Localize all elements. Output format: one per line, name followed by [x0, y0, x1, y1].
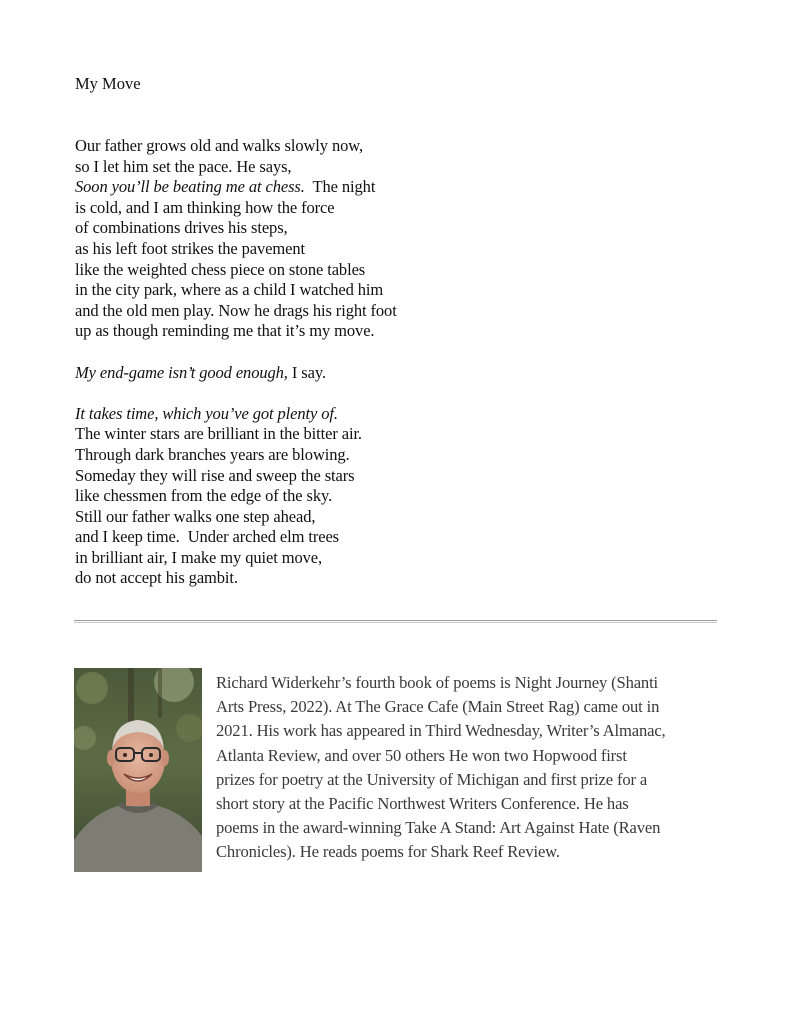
section-divider	[74, 620, 717, 623]
author-bio	[216, 671, 721, 865]
poem-line: Someday they will rise and sweep the stars	[75, 465, 355, 485]
poem-title: My Move	[75, 74, 141, 93]
poem-body	[75, 136, 397, 589]
italic-speech: It takes time, which you’ve got plenty of.	[75, 403, 338, 423]
poem-line	[75, 404, 397, 425]
poem-line: in brilliant air, I make my quiet move,	[75, 547, 323, 567]
line-continuation: I say.	[287, 362, 326, 382]
stanza-gap	[75, 383, 397, 404]
bio-line: Atlanta Review, and over 50 others He won two Hopwood first	[216, 745, 627, 765]
bio-line: Chronicles). He reads poems for Shark Reef Review.	[216, 842, 560, 862]
author-photo	[74, 668, 202, 872]
poem-line: as his left foot strikes the pavement	[75, 238, 305, 258]
poem-line: Our father grows old and walks slowly now,	[75, 136, 364, 155]
stanza-1	[75, 136, 397, 342]
italic-speech: Soon you’ll be beating me at chess.	[75, 177, 305, 197]
poem-line: Through dark branches years are blowing.	[75, 444, 350, 464]
bio-line: prizes for poetry at the University of Michigan and first prize for a	[216, 769, 648, 789]
bio-line: Arts Press, 2022). At The Grace Cafe (Main Street Rag) came out in	[216, 697, 660, 717]
bio-line: short story at the Pacific Northwest Writers Conference. He has	[216, 794, 629, 814]
stanza-3	[75, 404, 397, 589]
bio-line: Richard Widerkehr’s fourth book of poems is Night Journey (Shanti	[216, 673, 659, 692]
poem-line: of combinations drives his steps,	[75, 218, 288, 238]
poem-line: like the weighted chess piece on stone tables	[75, 259, 366, 279]
poem-line: The winter stars are brilliant in the bitter air.	[75, 424, 362, 444]
poem-line: like chessmen from the edge of the sky.	[75, 486, 333, 506]
poem-line: and I keep time. Under arched elm trees	[75, 527, 340, 547]
bio-line: poems in the award-winning Take A Stand: Art Against Hate (Raven	[216, 818, 661, 838]
poem-line: up as though reminding me that it’s my move.	[75, 321, 375, 341]
italic-speech: My end-game isn’t good enough,	[75, 362, 288, 382]
poem-line: Still our father walks one step ahead,	[75, 506, 316, 526]
stanza-2	[75, 363, 397, 384]
poem-line: is cold, and I am thinking how the force	[75, 197, 335, 217]
poem-line: do not accept his gambit.	[75, 568, 238, 588]
bio-line: 2021. His work has appeared in Third Wednesday, Writer’s Almanac,	[216, 721, 666, 741]
line-continuation: The night	[304, 177, 376, 197]
stanza-gap	[75, 342, 397, 363]
poem-line: so I let him set the pace. He says,	[75, 156, 292, 176]
poem-line	[75, 363, 397, 384]
poem-line: and the old men play. Now he drags his right foot	[75, 300, 397, 320]
poem-line: in the city park, where as a child I watched him	[75, 280, 384, 300]
poem-line	[75, 177, 397, 198]
